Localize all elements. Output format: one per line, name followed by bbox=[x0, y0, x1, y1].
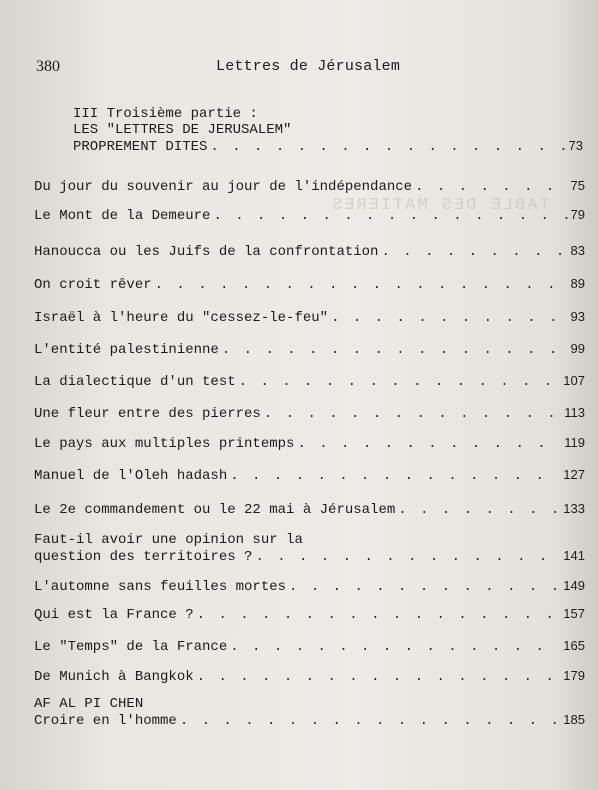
dot-leader bbox=[255, 549, 560, 565]
entry-title: De Munich à Bangkok bbox=[34, 669, 194, 685]
section-heading-line: PROPREMENT DITES bbox=[73, 139, 208, 155]
dot-leader bbox=[222, 342, 568, 358]
entry-page-number: 107 bbox=[563, 373, 585, 388]
toc-entry bbox=[34, 501, 585, 518]
toc-entry bbox=[34, 532, 585, 565]
toc-entry bbox=[34, 207, 585, 224]
entry-title: L'entité palestinienne bbox=[34, 342, 219, 358]
toc-entry bbox=[34, 696, 585, 729]
dot-leader bbox=[213, 208, 567, 224]
dot-leader bbox=[180, 713, 560, 729]
entry-page-number: 141 bbox=[563, 548, 585, 563]
page-number: 380 bbox=[36, 58, 60, 75]
toc-entry bbox=[34, 178, 585, 195]
dot-leader bbox=[197, 607, 561, 623]
dot-leader bbox=[197, 669, 561, 685]
entry-title: Croire en l'homme bbox=[34, 713, 177, 729]
entry-page-number: 119 bbox=[564, 435, 585, 450]
entry-title: On croit rêver bbox=[34, 277, 152, 293]
entry-title: Le pays aux multiples printemps bbox=[34, 436, 295, 452]
entry-title: question des territoires ? bbox=[34, 549, 253, 565]
dot-leader bbox=[155, 277, 568, 293]
dot-leader bbox=[289, 579, 560, 595]
dot-leader bbox=[230, 468, 560, 484]
toc-entry bbox=[34, 467, 585, 484]
running-title: Lettres de Jérusalem bbox=[216, 58, 401, 75]
section-heading-line: LES "LETTRES DE JERUSALEM" bbox=[73, 122, 292, 138]
toc-entry bbox=[34, 243, 585, 260]
section-heading bbox=[73, 106, 583, 155]
toc-entry bbox=[34, 638, 585, 655]
dot-leader bbox=[230, 639, 560, 655]
toc-entry bbox=[34, 435, 585, 452]
entry-page-number: 89 bbox=[570, 276, 585, 291]
page-header bbox=[36, 58, 568, 80]
entry-title: Qui est la France ? bbox=[34, 607, 194, 623]
dot-leader bbox=[264, 406, 561, 422]
entry-page-number: 185 bbox=[563, 712, 585, 727]
entry-page-number: 79 bbox=[570, 207, 585, 222]
entry-page-number: 93 bbox=[570, 309, 585, 324]
toc-entry bbox=[34, 373, 585, 390]
entry-title: Israël à l'heure du "cessez-le-feu" bbox=[34, 310, 329, 326]
dot-leader bbox=[381, 244, 567, 260]
dot-leader bbox=[297, 436, 561, 452]
entry-page-number: 75 bbox=[570, 178, 585, 193]
section-heading-row bbox=[73, 138, 583, 155]
entry-page-number: 127 bbox=[563, 467, 585, 482]
dot-leader bbox=[239, 374, 561, 390]
entry-title: Faut-il avoir une opinion sur la bbox=[34, 532, 303, 548]
entry-page-number: 165 bbox=[563, 638, 585, 653]
entry-title: Hanoucca ou les Juifs de la confrontation bbox=[34, 244, 379, 260]
entry-title: Le "Temps" de la France bbox=[34, 639, 228, 655]
section-heading-line: III Troisième partie : bbox=[73, 106, 258, 122]
bleed-through-text: TABLE DES MATIERES bbox=[330, 196, 550, 215]
entry-title: La dialectique d'un test bbox=[34, 374, 236, 390]
toc-entry bbox=[34, 578, 585, 595]
entry-title: Manuel de l'Oleh hadash bbox=[34, 468, 228, 484]
toc-entry bbox=[34, 405, 585, 422]
entry-title: Le 2e commandement ou le 22 mai à Jérusalem bbox=[34, 502, 396, 518]
entry-title: Le Mont de la Demeure bbox=[34, 208, 211, 224]
toc-entry bbox=[34, 668, 585, 685]
dot-leader bbox=[210, 139, 565, 155]
entry-page-number: 83 bbox=[570, 243, 585, 258]
entry-page-number: 133 bbox=[563, 501, 585, 516]
toc-entry bbox=[34, 606, 585, 623]
entry-title: L'automne sans feuilles mortes bbox=[34, 579, 287, 595]
dot-leader bbox=[331, 310, 567, 326]
dot-leader bbox=[398, 502, 560, 518]
entry-page-number: 157 bbox=[563, 606, 585, 621]
entry-page-number: 113 bbox=[564, 405, 585, 420]
entry-title: Du jour du souvenir au jour de l'indépendance bbox=[34, 179, 413, 195]
toc-entry bbox=[34, 276, 585, 293]
toc-entry bbox=[34, 341, 585, 358]
entry-title: Une fleur entre des pierres bbox=[34, 406, 261, 422]
entry-page-number: 99 bbox=[570, 341, 585, 356]
entry-title: AF AL PI CHEN bbox=[34, 696, 144, 712]
entry-page-number: 73 bbox=[568, 138, 583, 153]
entry-page-number: 149 bbox=[563, 578, 585, 593]
dot-leader bbox=[415, 179, 567, 195]
entry-page-number: 179 bbox=[563, 668, 585, 683]
toc-entry bbox=[34, 309, 585, 326]
